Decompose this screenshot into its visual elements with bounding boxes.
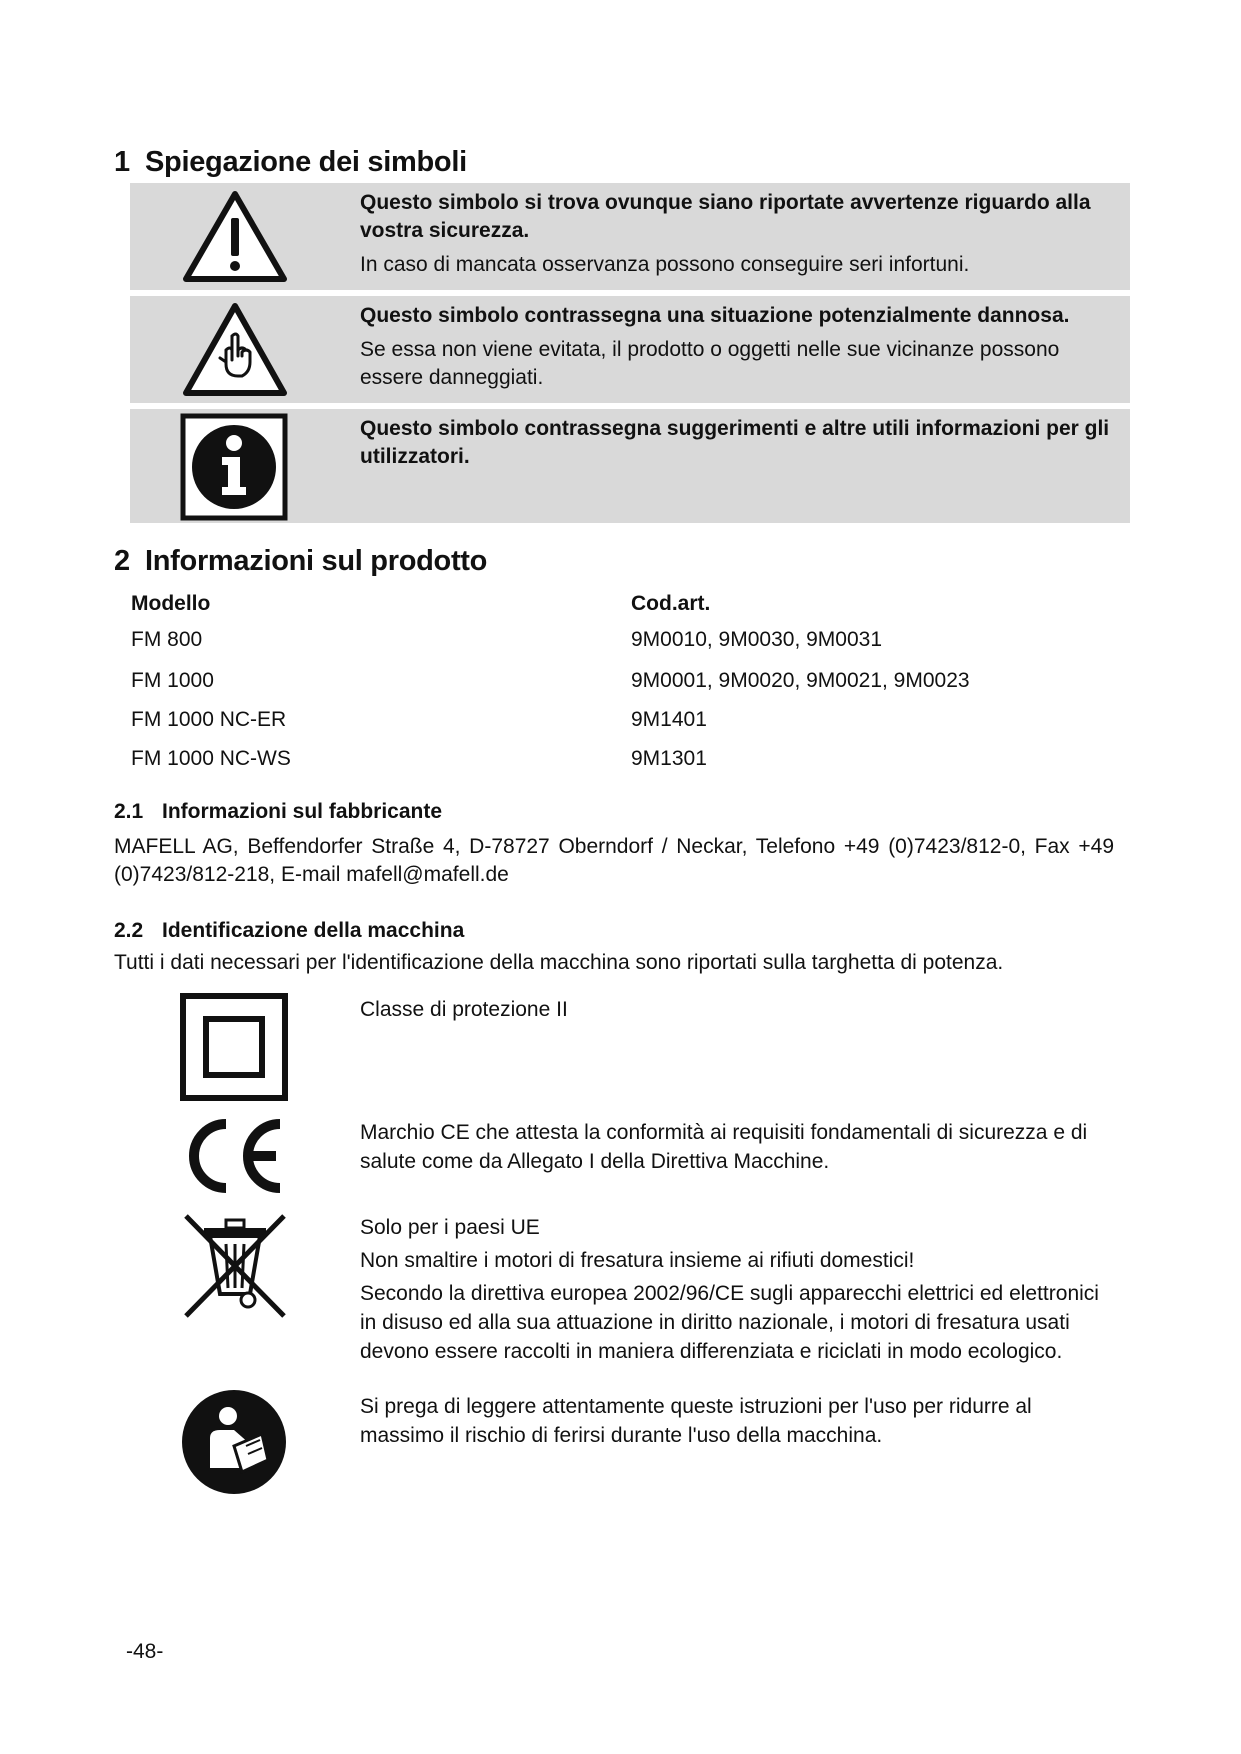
symbol-row-info: [130, 409, 1130, 523]
article-code-cell: 9M1301: [631, 747, 707, 770]
section-title: Informazioni sul fabbricante: [162, 800, 443, 823]
protection-class-ii-icon: [180, 993, 288, 1101]
crossed-bin-icon: [180, 1208, 288, 1318]
model-cell: FM 800: [131, 628, 203, 651]
symbol-description: [360, 189, 1120, 279]
warning-triangle-icon: [180, 188, 290, 286]
symbol-row-warning: [130, 183, 1130, 290]
mark-description: [360, 1213, 1120, 1366]
section-2-1-heading: [114, 800, 442, 824]
mark-description-line: Classe di protezione II: [360, 998, 568, 1021]
symbol-description-bold: Questo simbolo contrassegna suggerimenti e altre utili informazioni per gli utilizzatori.: [360, 417, 1110, 468]
symbol-description-text: Se essa non viene evitata, il prodotto o oggetti nelle sue vicinanze possono essere danneggiati.: [360, 338, 1060, 389]
section-number: 2.1: [114, 800, 144, 823]
section-title: Identificazione della macchina: [162, 919, 465, 942]
symbol-description-bold: Questo simbolo si trova ovunque siano riportate avvertenze riguardo alla vostra sicurezza.: [360, 191, 1091, 242]
mark-description: [360, 1392, 1120, 1450]
model-cell: FM 1000 NC-ER: [131, 708, 287, 731]
section-2-2-heading: [114, 919, 464, 943]
info-icon: [180, 413, 288, 521]
column-header-model: Modello: [131, 592, 211, 615]
mark-description: [360, 995, 1120, 1024]
section-2-heading: [114, 545, 487, 578]
model-cell: FM 1000: [131, 669, 214, 692]
symbol-description: [360, 415, 1120, 471]
mark-description-line: Si prega di leggere attentamente queste istruzioni per l'uso per ridurre al massimo il rischio di ferirsi durante l'uso della macchina.: [360, 1395, 1032, 1447]
column-header-article-code: Cod.art.: [631, 592, 711, 615]
section-1-heading: [114, 146, 467, 179]
mark-description-line: Non smaltire i motori di fresatura insieme ai rifiuti domestici!: [360, 1249, 915, 1272]
machine-identification-text: Tutti i dati necessari per l'identificazione della macchina sono riportati sulla targhetta di potenza.: [114, 951, 1004, 974]
section-title: Spiegazione dei simboli: [145, 146, 467, 178]
manufacturer-info: MAFELL AG, Beffendorfer Straße 4, D-78727 Oberndorf / Neckar, Telefono +49 (0)7423/812-0, Fax +49 (0)7423/812-218, E-mail mafell@mafell.de: [114, 835, 1114, 886]
symbol-description-text: In caso di mancata osservanza possono conseguire seri infortuni.: [360, 253, 970, 276]
mark-description: [360, 1118, 1120, 1176]
mark-description-line: Secondo la direttiva europea 2002/96/CE sugli apparecchi elettrici ed elettronici in disuso ed alla sua attuazione in diritto nazionale, i motori di fresatura usati devono essere raccolti in maniera differenziata e riciclati in modo ecologico.: [360, 1282, 1099, 1363]
page-number: -48-: [126, 1640, 164, 1663]
article-code-cell: 9M0001, 9M0020, 9M0021, 9M0023: [631, 669, 970, 692]
caution-hand-triangle-icon: [180, 300, 290, 400]
section-number: 1: [114, 146, 130, 178]
model-cell: FM 1000 NC-WS: [131, 747, 291, 770]
section-number: 2: [114, 545, 130, 577]
section-number: 2.2: [114, 919, 144, 942]
section-title: Informazioni sul prodotto: [145, 545, 488, 577]
mark-description-line: Marchio CE che attesta la conformità ai requisiti fondamentali di sicurezza e di salute come da Allegato I della Direttiva Macchine.: [360, 1121, 1088, 1173]
mark-description-line: Solo per i paesi UE: [360, 1216, 540, 1239]
article-code-cell: 9M0010, 9M0030, 9M0031: [631, 628, 883, 651]
ce-mark-icon: [180, 1116, 288, 1196]
symbol-row-caution: [130, 296, 1130, 403]
article-code-cell: 9M1401: [631, 708, 707, 731]
read-manual-icon: [180, 1388, 288, 1496]
symbol-description-bold: Questo simbolo contrassegna una situazione potenzialmente dannosa.: [360, 304, 1070, 327]
symbol-description: [360, 302, 1120, 392]
